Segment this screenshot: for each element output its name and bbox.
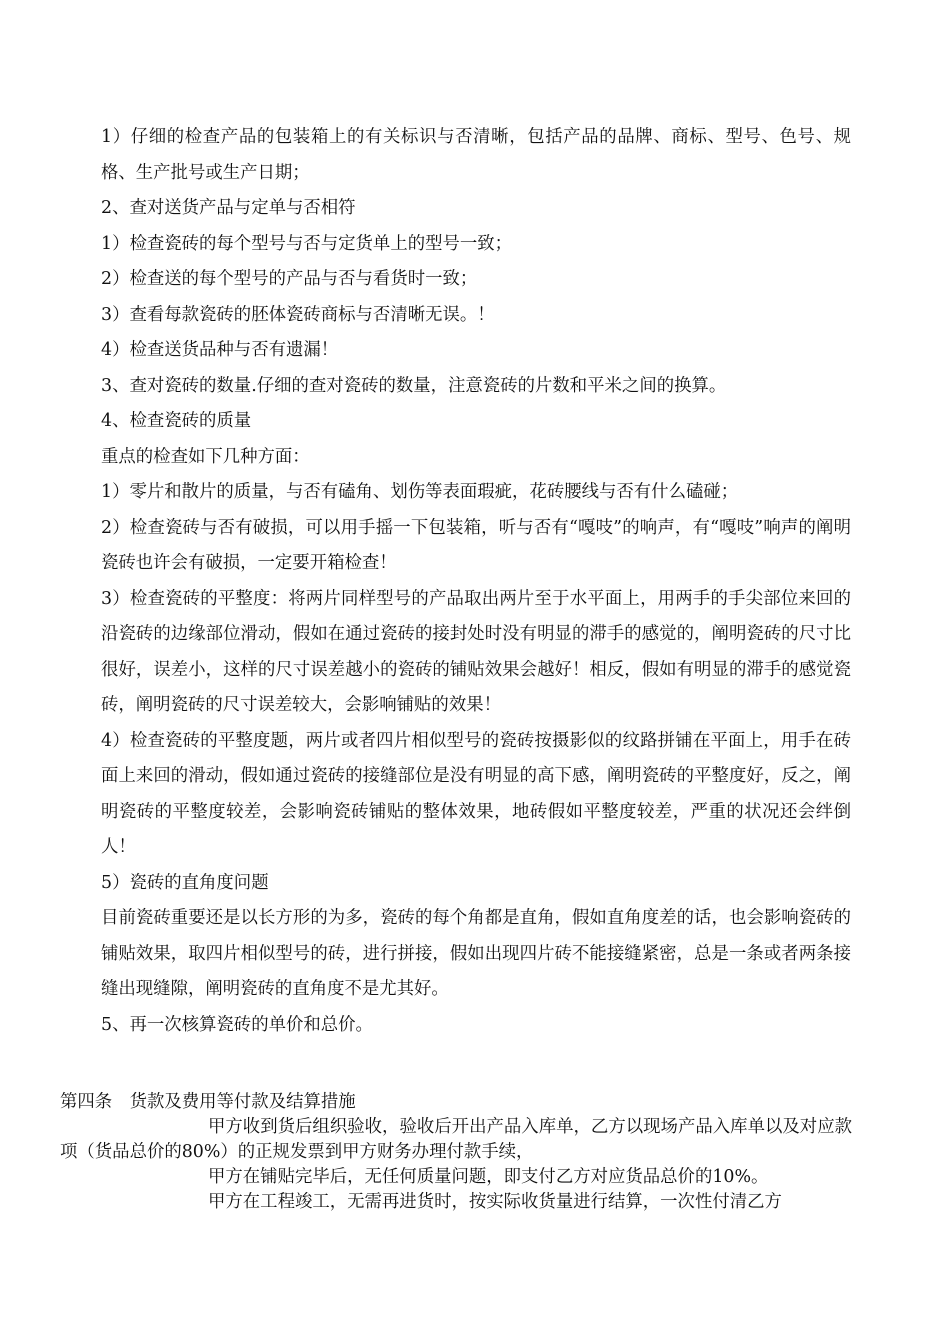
heading-verify-quantity: 3、查对瓷砖的数量.仔细的查对瓷砖的数量，注意瓷砖的片数和平米之间的换算。 — [101, 375, 727, 396]
heading-right-angle: 5）瓷砖的直角度问题 — [101, 872, 269, 893]
paragraph-packaging-check: 1）仔细的检查产品的包装箱上的有关标识与否清晰，包括产品的品牌、商标、型号、色号、规格、生产批号或生产日期； — [101, 127, 851, 183]
paragraph-loose-pieces: 1）零片和散片的质量，与否有磕角、划伤等表面瑕疵，花砖腰线与否有什么磕碰； — [101, 482, 739, 502]
paragraph-right-angle: 目前瓷砖重要还是以长方形的为多，瓷砖的每个角都是直角，假如直角度差的话，也会影响瓷砖的铺贴效果，取四片相似型号的砖，进行拼接，假如出现四片砖不能接缝紧密，总是一条或者两条接缝出现缝隙，阐明瓷砖的直角度不是尤其好。 — [101, 908, 851, 999]
paragraph-missing-items: 4）检查送货品种与否有遗漏！ — [101, 340, 339, 360]
paragraph-sample-match: 2）检查送的每个型号的产品与否与看货时一致； — [101, 269, 478, 289]
paragraph-body-trademark: 3）查看每款瓷砖的胚体瓷砖商标与否清晰无误。！ — [101, 304, 495, 325]
paragraph-flatness-size: 3）检查瓷砖的平整度：将两片同样型号的产品取出两片至于水平面上，用两手的手尖部位来回的沿瓷砖的边缘部位滑动，假如在通过瓷砖的接封处时没有明显的滞手的感觉的，阐明瓷砖的尺寸比很好，误差小，这样的尺寸误差越小的瓷砖的铺贴效果会越好！相反，假如有明显的滞手的感觉瓷砖，阐明瓷砖的尺寸误差较大，会影响铺贴的效果！ — [101, 588, 851, 715]
clause-final-settlement: 甲方在工程竣工，无需再进货时，按实际收货量进行结算，一次性付清乙方 — [208, 1192, 782, 1212]
paragraph-damage-check: 2）检查瓷砖与否有破损，可以用手摇一下包装箱，听与否有“嘎吱”的响声，有“嘎吱”响声的阐明瓷砖也许会有破损，一定要开箱检查！ — [101, 517, 851, 573]
heading-check-quality: 4、检查瓷砖的质量 — [101, 411, 252, 431]
clause-after-tiling: 甲方在铺贴完毕后，无任何质量问题，即支付乙方对应货品总价的10%。 — [208, 1167, 769, 1187]
article-heading: 第四条 货款及费用等付款及结算措施 — [60, 1092, 356, 1112]
inspection-section — [101, 120, 851, 1043]
paragraph-model-match: 1）检查瓷砖的每个型号与否与定货单上的型号一致； — [101, 233, 513, 254]
paragraph-flatness-surface: 4）检查瓷砖的平整度题，两片或者四片相似型号的瓷砖按摄影似的纹路拼铺在平面上，用手在砖面上来回的滑动，假如通过瓷砖的接缝部位是没有明显的高下感，阐明瓷砖的平整度好，反之，阐明瓷砖的平整度较差，会影响瓷砖铺贴的整体效果，地砖假如平整度较差，严重的状况还会绊倒人！ — [101, 730, 851, 857]
article-four — [60, 1090, 852, 1215]
heading-verify-order: 2、查对送货产品与定单与否相符 — [101, 198, 356, 218]
heading-recheck-price: 5、再一次核算瓷砖的单价和总价。 — [101, 1014, 373, 1035]
clause-acceptance-payment: 甲方收到货后组织验收，验收后开出产品入库单，乙方以现场产品入库单以及对应款项（货品总价的80%）的正规发票到甲方财务办理付款手续， — [60, 1117, 852, 1162]
paragraph-key-points: 重点的检查如下几种方面： — [101, 446, 310, 467]
